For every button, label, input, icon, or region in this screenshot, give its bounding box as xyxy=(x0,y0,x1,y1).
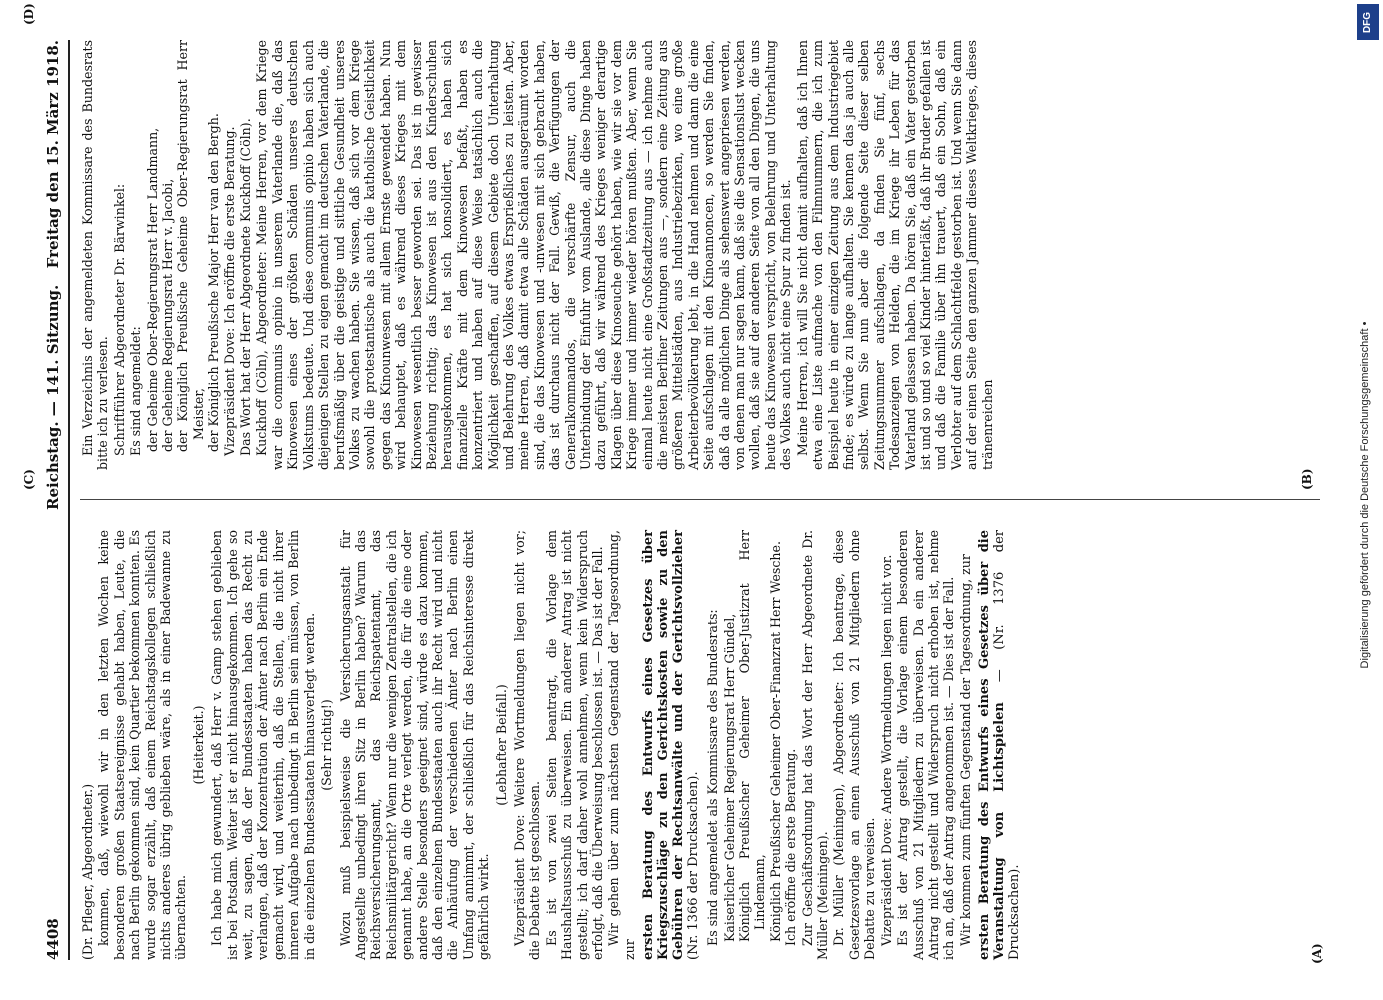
list-item: der Königlich Preußische Geheime Ober-Regierungsrat Herr Meister, xyxy=(175,40,206,452)
agenda-item xyxy=(977,530,1022,960)
paragraph: Wir kommen zum fünften Gegenstand der Tagesordnung, zur xyxy=(957,554,973,946)
session-title: Reichstag. — 141. Sitzung. xyxy=(44,284,62,510)
paragraph: Vizepräsident Dove: Weitere Wortmeldungen liegen nicht vor; die Debatte ist geschlossen. xyxy=(511,530,543,960)
paragraph: Es ist von zwei Seiten beantragt, die Vorlage dem Haushaltsausschuß zu überweisen. Ein anderer Antrag ist nicht gestellt; ich darf daher wohl annehmen, wenn kein Widerspruch erfolgt, daß die Überweisung beschlossen ist. — Das ist der Fall. xyxy=(543,530,605,960)
list-item: Königlich Preußischer Geheimer Ober-Finanzrat Herr Wesche. xyxy=(767,541,783,942)
header-rule xyxy=(68,40,70,960)
paragraph: Dr. Müller (Meiningen), Abgeordneter: Ich beantrage, diese Gesetzesvorlage an einen Ausschuß von 21 Mitgliedern ohne Debatte zu verweisen. xyxy=(831,530,878,960)
right-column xyxy=(80,40,1320,470)
paragraph: Meine Herren, ich will Sie nicht damit aufhalten, daß ich Ihnen etwa eine Liste aufmache von den Filmnummern, die ich zum Beispiel heute in einer einzigen Zeitung aus dem Industriegebiet finde; es würde zu lange aufhalten. Sie kennen das ja auch alle selbst. Wenn Sie nun aber die folgende Seite dieser selben Zeitungsnummer aufschlagen, da finden Sie fünf, sechs Todesanzeigen von Helden, die im Kriege ihr Leben für das Vaterland gelassen haben. Da hören Sie, daß ein Vater gestorben ist und so und so viel Kinder hinterläßt, daß ihr Bruder gefallen ist und daß die Familie über ihn trauert, daß ein Sohn, daß ein Verlobter auf dem Schlachtfelde gestorben ist. Und wenn Sie dann auf der einen Seite den ganzen Jammer dieses Weltkrieges, dieses tränenreichen xyxy=(794,40,995,470)
digitization-credit: Digitalisierung gefördert durch die Deutsche Forschungsgemeinschaft • xyxy=(1359,321,1371,669)
paragraph: Es sind angemeldet als Kommissare des Bundesrats: xyxy=(705,609,721,946)
paragraph: Das Wort hat der Herr Abgeordnete Kuckhoff (Cöln). xyxy=(238,118,254,456)
paragraph: Zur Geschäftsordnung hat das Wort der Herr Abgeordnete Dr. Müller (Meiningen). xyxy=(799,530,831,960)
paragraph: Wir gehen über zum nächsten Gegenstand der Tagesordnung, zur xyxy=(606,530,637,960)
agenda-item-title: ersten Beratung des Entwurfs eines Gesetzes über die Veranstaltung von Lichtspielen xyxy=(977,530,1008,960)
margin-marker-a: (A) xyxy=(1310,943,1324,964)
margin-marker-d: (D) xyxy=(22,3,36,25)
reaction: (Sehr richtig!) xyxy=(319,699,335,791)
paragraph: Ein Verzeichnis der angemeldeten Kommissare des Bundesrats bitte ich zu verlesen. xyxy=(80,40,111,470)
reaction: (Lebhafter Beifall.) xyxy=(493,684,509,806)
agenda-item-title: ersten Beratung des Entwurfs eines Gesetzes über Kriegszuschläge zu den Gerichtskosten sowie zu den Gebühren der Rechtsanwälte und der Gerichtsvollzieher xyxy=(641,530,687,960)
session-date: Freitag den 15. März 1918. xyxy=(44,40,62,269)
dfg-logo xyxy=(1357,4,1379,40)
commissioner-list xyxy=(145,40,222,452)
digitization-footer xyxy=(1355,0,1377,1000)
paragraph: Es ist der Antrag gestellt, die Vorlage einem besonderen Ausschuß von 21 Mitgliedern zu überweisen. Da ein anderer Antrag nicht gestellt und Widerspruch nicht erhoben ist, nehme ich an, daß der Antrag angenommen ist. — Dies ist der Fall. xyxy=(895,530,957,960)
list-item: der Königlich Preußische Major Herr van den Bergh. xyxy=(206,113,222,452)
paragraph: kommen, daß, wiewohl wir in den letzten Wochen keine besonderen großen Staatsereignisse gehabt haben, Leute, die nach Berlin gekommen sind, kein Quartier bekommen konnten. Es wurde sogar erzählt, daß einem Reichstagskollegen schließlich nichts anderes übrig geblieben wäre, als in einer Badewanne zu übernachten. xyxy=(96,530,189,960)
list-item: der Geheime Regierungsrat Herr v. Jacobi, xyxy=(160,178,176,452)
dfg-logo-text: DFG xyxy=(1362,11,1374,33)
speaker-note: (Dr. Pfleger, Abgeordneter.) xyxy=(80,783,95,960)
reaction: (Heiterkeit.) xyxy=(190,705,206,785)
commissioner-list xyxy=(722,530,784,942)
paragraph: Ich eröffne die erste Beratung. xyxy=(783,748,799,946)
list-item: Kaiserlicher Geheimer Regierungsrat Herr Gündel, xyxy=(721,613,737,942)
agenda-item xyxy=(641,530,701,960)
left-column xyxy=(80,530,1320,960)
margin-marker-c: (C) xyxy=(22,469,36,490)
list-item: Königlich Preußischer Geheimer Ober-Justizrat Herr Lindemann, xyxy=(737,530,768,942)
page-header xyxy=(40,40,66,960)
paragraph: Es sind angemeldet: xyxy=(128,326,144,456)
list-item: der Geheime Ober-Regierungsrat Herr Landmann, xyxy=(144,127,160,452)
paragraph: Wozu muß beispielsweise die Versicherungsanstalt für Angestellte unbedingt ihren Sitz in Berlin haben? Warum das Reichsversicherungsamt, das Reichspatentamt, das Reichsmilitärgericht? Wenn nur die wenigen Zentralstellen, die ich genannt habe, an die Orte verlegt werden, die für die eine oder andere Stelle besonders geeignet sind, würde es dazu kommen, daß den einzelnen Bundesstaaten auch ihr Recht wird und nicht die Anhäufung der verschiedenen Ämter nach Berlin einen Umfang annimmt, der schließlich für das Reichsinteresse direkt gefährlich wirkt. xyxy=(337,530,492,960)
agenda-item-ref: — (Nr. 1376 der Drucksachen). xyxy=(992,529,1023,960)
rotated-document-page xyxy=(22,3,1340,964)
paragraph: Schriftführer Abgeordneter Dr. Bärwinkel: xyxy=(111,183,127,456)
agenda-item-ref: (Nr. 1366 der Drucksachen). xyxy=(686,771,702,960)
margin-marker-b: (B) xyxy=(1300,468,1314,490)
column-divider xyxy=(80,499,1320,500)
paragraph: Kuckhoff (Cöln), Abgeordneter: Meine Herren, vor dem Kriege war die communis opinio in unserem Vaterlande die, daß das Kinowesen eines der größten Schäden unseres deutschen Volkstums bedeute. Und diese communis opinio haben sich auch diejenigen Stellen zu eigen gemacht im deutschen Vaterlande, die berufsmäßig über die geistige und sittliche Gesundheit unseres Volkes zu wachen haben. Sie wissen, daß sich vor dem Kriege sowohl die protestantische als auch die katholische Geistlichkeit gegen das Kinounwesen mit allem Ernste gewendet haben. Nun wird behauptet, daß es während dieses Krieges mit dem Kinowesen wesentlich besser geworden sei. Das ist in gewisser Beziehung richtig; das Kinowesen ist aus den Kinderschuhen herausgekommen, es hat sich konsolidiert, es haben sich finanzielle Kräfte mit dem Kinowesen befaßt, haben es konzentriert und haben auf diese Weise tatsächlich auch die Möglichkeit geschaffen, auf diesem Gebiete doch Unterhaltung und Belehrung des Volkes etwas Ersprießliches zu leisten. Aber, meine Herren, daß damit etwa alle Schäden ausgeräumt worden sind, die das Kinowesen und -unwesen mit sich gebracht haben, das ist durchaus nicht der Fall. Gewiß, die Verfügungen der Generalkommandos, die verschärfte Zensur, auch die Unterbindung der Einfuhr vom Auslande, alle diese Dinge haben dazu geführt, daß wir während des Krieges weniger derartige Klagen über diese Kinoseuche gehört haben, wie wir sie vor dem Kriege immer und immer wieder hören mußten. Aber, wenn Sie einmal heute nicht eine Großstadtzeitung aus — ich nehme auch die meisten Berliner Zeitungen aus —, sondern eine Zeitung aus größeren Mittelstädten, aus Industriebezirken, wo eine große Arbeiterbevölkerung lebt, in die Hand nehmen und dann die eine Seite aufschlagen mit den Kinoannoncen, so werden Sie finden, daß da alle möglichen Dinge als sehenswert angepriesen werden, von denen man nur sagen kann, daß sie die Sensationslust wecken wollen, daß sie auf der anderen Seite von all den Dingen, die uns heute das Kinowesen verspricht, von Belehrung und Unterhaltung des Volkes auch nicht eine Spur zu finden ist. xyxy=(254,40,794,470)
paragraph: Ich habe mich gewundert, daß Herr v. Gamp stehen geblieben ist bei Potsdam. Weiter ist er nicht hinausgekommen. Ich gehe so weit, zu sagen, daß der Bundesstaaten haben das Recht zu verlangen, daß der Konzentration der Ämter nach Berlin ein Ende gemacht wird, und weiterhin, daß die Stellen, die nicht ihrer inneren Aufgabe nach unbedingt in Berlin sein müssen, von Berlin in die einzelnen Bundesstaaten hinausverlegt werden. xyxy=(209,530,317,960)
paragraph: Vizepräsident Dove: Andere Wortmeldungen liegen nicht vor. xyxy=(878,554,894,946)
page-number: 4408 xyxy=(44,918,62,960)
paragraph: Vizepräsident Dove: Ich eröffne die erste Beratung. xyxy=(221,126,237,456)
